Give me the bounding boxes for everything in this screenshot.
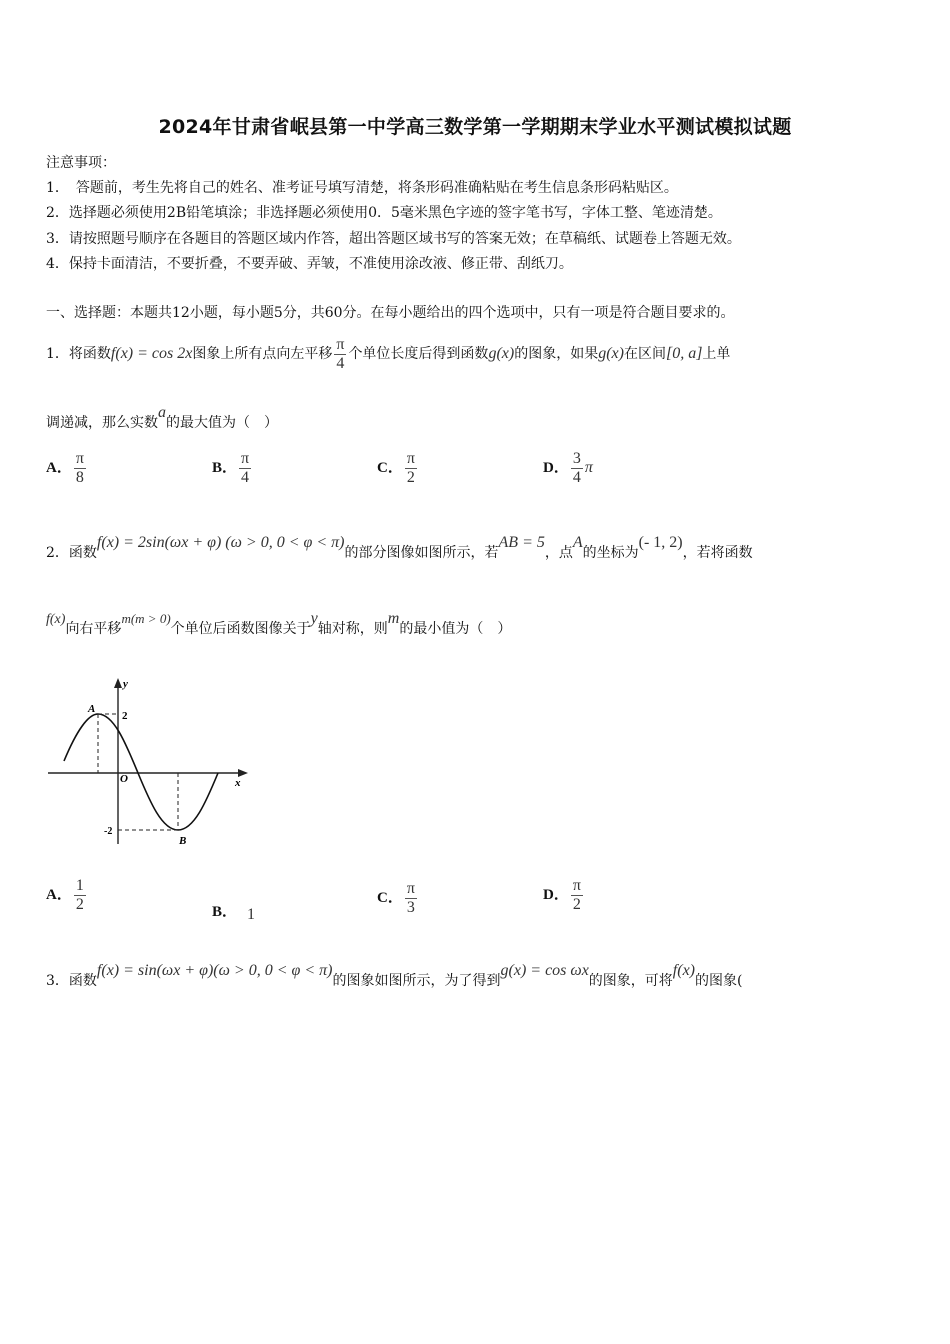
q2-option-d-fraction xyxy=(571,877,583,913)
q2-option-d[interactable] xyxy=(543,877,585,913)
x-axis-arrow xyxy=(238,769,248,777)
q2-option-a-num: 1 xyxy=(75,877,84,894)
q1-option-b[interactable] xyxy=(212,450,253,486)
q2-option-c-den: 3 xyxy=(406,898,415,916)
q1-option-b-den: 4 xyxy=(241,468,250,486)
q2-text-8: 轴对称，则 xyxy=(317,621,388,637)
q1-text-6: 上单 xyxy=(702,346,731,363)
q1-option-a[interactable] xyxy=(46,450,88,486)
q1-text-8: 的最大值为（ ） xyxy=(166,415,278,431)
q3-function-g: g(x) = cos ωx xyxy=(500,962,589,979)
graph-point-b-label: B xyxy=(179,835,187,847)
graph-y-label: y xyxy=(123,678,128,690)
q3-text-4: 的图象( xyxy=(695,973,743,989)
q2-text-5: ，若将函数 xyxy=(682,545,753,561)
q1-shift-den: 4 xyxy=(336,354,345,372)
q1-variable-a: a xyxy=(158,404,166,421)
q2-m: m xyxy=(387,610,400,627)
q1-text-3: 个单位长度后得到函数 xyxy=(348,346,489,363)
q2-option-a-den: 2 xyxy=(75,895,84,913)
q1-option-a-label: A． xyxy=(46,460,72,477)
q1-option-a-num: π xyxy=(75,450,84,467)
notice-heading: 注意事项： xyxy=(46,155,116,171)
q2-text-1: 2．函数 xyxy=(46,545,97,561)
q1-text-5: 在区间 xyxy=(623,346,666,363)
q1-shift-num: π xyxy=(336,336,345,353)
q1-text-7: 调递减，那么实数 xyxy=(46,415,158,431)
q1-option-d-num: 3 xyxy=(572,450,581,467)
q3-text-1: 3．函数 xyxy=(46,973,97,989)
q2-option-d-den: 2 xyxy=(572,895,581,913)
q1-function-g: g(x) xyxy=(488,345,515,363)
q2-option-c-label: C． xyxy=(377,890,403,907)
q2-option-b-label: B． xyxy=(212,904,238,920)
notice-item-1: 1． 答题前，考生先将自己的姓名、准考证号填写清楚，将条形码准确粘贴在考生信息条形码粘贴区。 xyxy=(46,180,678,196)
q1-text-1: 1．将函数 xyxy=(46,346,111,363)
q2-ab: AB = 5 xyxy=(498,534,545,551)
q1-text-2: 图象上所有点向左平移 xyxy=(192,346,333,363)
q1-interval: [0, a] xyxy=(665,345,703,363)
graph-origin-label: O xyxy=(120,773,128,785)
q1-option-b-fraction xyxy=(239,450,251,486)
graph-y-min-label: -2 xyxy=(104,826,113,837)
q2-function-fx: f(x) xyxy=(46,612,66,627)
q1-option-c-label: C． xyxy=(377,460,403,477)
q1-option-a-fraction xyxy=(74,450,86,486)
q2-option-c-fraction xyxy=(405,880,417,916)
question-1-line-2 xyxy=(46,404,278,432)
q3-text-3: 的图象，可将 xyxy=(588,973,673,989)
q1-option-d-den: 4 xyxy=(572,468,581,486)
q1-option-c-den: 2 xyxy=(406,468,415,486)
q2-m-condition: m(m > 0) xyxy=(121,611,171,626)
q2-function-f: f(x) = 2sin(ωx + φ) (ω > 0, 0 < φ < π) xyxy=(96,534,345,551)
question-3-line-1 xyxy=(46,962,743,990)
q2-option-c-num: π xyxy=(406,880,415,897)
q2-text-2: 的部分图像如图所示，若 xyxy=(344,545,499,561)
q2-option-d-label: D． xyxy=(543,887,569,904)
q2-coordinate: (- 1, 2) xyxy=(638,534,683,551)
q1-function-f: f(x) = cos 2x xyxy=(110,345,193,363)
q1-option-d-suffix: π xyxy=(584,459,593,477)
q2-option-b-value: 1 xyxy=(247,906,256,923)
q1-option-b-num: π xyxy=(241,450,250,467)
notice-item-2: 2．选择题必须使用2B铅笔填涂；非选择题必须使用0．5毫米黑色字迹的签字笔书写，字体工整、笔迹清楚。 xyxy=(46,205,722,221)
notice-item-4: 4．保持卡面清洁，不要折叠，不要弄破、弄皱，不准使用涂改液、修正带、刮纸刀。 xyxy=(46,256,573,272)
q1-text-4: 的图象，如果 xyxy=(514,346,599,363)
page-title: 2024年甘肃省岷县第一中学高三数学第一学期期末学业水平测试模拟试题 xyxy=(158,116,792,138)
sine-graph xyxy=(44,674,254,854)
q2-option-b[interactable] xyxy=(212,900,255,921)
notice-item-3: 3．请按照题号顺序在各题目的答题区域内作答，超出答题区域书写的答案无效；在草稿纸、试题卷上答题无效。 xyxy=(46,231,741,247)
q2-point-a: A xyxy=(572,534,583,551)
q1-option-d-fraction xyxy=(571,450,583,486)
graph-y-max-label: 2 xyxy=(122,710,128,722)
question-1-line-1 xyxy=(46,336,730,372)
question-2-line-2 xyxy=(46,610,512,638)
q2-option-a-label: A． xyxy=(46,887,72,904)
q2-y-axis-name: y xyxy=(310,610,318,627)
graph-x-label: x xyxy=(235,777,241,789)
q2-text-7: 个单位后函数图像关于 xyxy=(170,621,311,637)
q2-option-a-fraction xyxy=(74,877,86,913)
question-2-line-1 xyxy=(46,534,753,562)
q2-option-d-num: π xyxy=(572,877,581,894)
q1-option-d-label: D． xyxy=(543,460,569,477)
y-axis-arrow xyxy=(114,678,122,688)
graph-point-a-label: A xyxy=(88,703,96,715)
q3-function-fx: f(x) xyxy=(672,962,695,979)
q1-shift-fraction xyxy=(334,336,346,372)
q1-option-c-fraction xyxy=(405,450,417,486)
q1-function-g-2: g(x) xyxy=(598,345,624,363)
q1-option-c[interactable] xyxy=(377,450,419,486)
sine-curve xyxy=(64,714,218,830)
q2-text-4: 的坐标为 xyxy=(582,545,639,561)
q2-option-c[interactable] xyxy=(377,880,419,916)
q1-option-b-label: B． xyxy=(212,460,238,477)
q2-text-6: 向右平移 xyxy=(65,621,122,637)
q2-text-3: ，点 xyxy=(544,545,573,561)
q1-option-d[interactable] xyxy=(543,450,593,486)
q3-text-2: 的图象如图所示，为了得到 xyxy=(332,973,501,989)
section-heading: 一、选择题：本题共12小题，每小题5分，共60分。在每小题给出的四个选项中，只有一项是符合题目要求的。 xyxy=(46,305,735,321)
q1-option-c-num: π xyxy=(406,450,415,467)
q2-text-9: 的最小值为（ ） xyxy=(399,621,512,637)
q3-function-f: f(x) = sin(ωx + φ)(ω > 0, 0 < φ < π) xyxy=(96,962,333,979)
q2-option-a[interactable] xyxy=(46,877,88,913)
q1-option-a-den: 8 xyxy=(75,468,84,486)
